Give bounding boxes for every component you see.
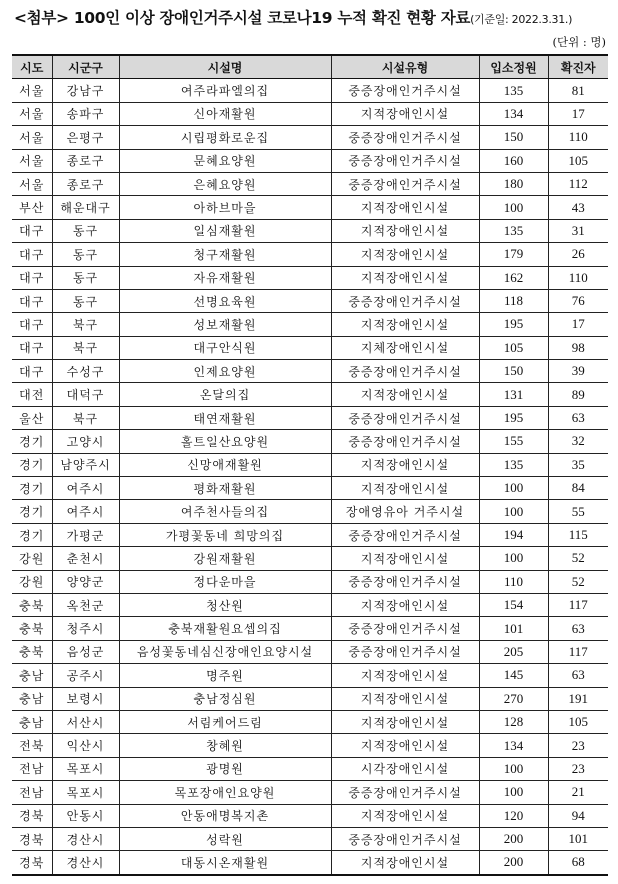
table-row [12, 196, 608, 219]
cell-capacity: 110 [479, 570, 548, 593]
table-row [12, 453, 608, 476]
cell-facility-name: 홀트일산요양원 [119, 430, 331, 453]
cell-facility-name: 평화재활원 [119, 477, 331, 500]
cell-district: 청주시 [52, 617, 119, 640]
cell-district: 은평구 [52, 126, 119, 149]
cell-capacity: 160 [479, 149, 548, 172]
cell-facility-name: 여주천사들의집 [119, 500, 331, 523]
cell-confirmed: 52 [548, 547, 608, 570]
cell-province: 대구 [12, 360, 52, 383]
cell-capacity: 120 [479, 804, 548, 827]
cell-facility-type: 중증장애인거주시설 [331, 289, 479, 312]
cell-facility-type: 시각장애인시설 [331, 757, 479, 780]
cell-capacity: 150 [479, 360, 548, 383]
cell-province: 경북 [12, 827, 52, 850]
cell-capacity: 145 [479, 664, 548, 687]
cell-confirmed: 43 [548, 196, 608, 219]
cell-confirmed: 105 [548, 149, 608, 172]
col-header-confirmed: 확진자 [548, 55, 608, 79]
cell-district: 여주시 [52, 500, 119, 523]
cell-district: 목포시 [52, 757, 119, 780]
cell-province: 충북 [12, 617, 52, 640]
cell-confirmed: 21 [548, 781, 608, 804]
cell-district: 송파구 [52, 102, 119, 125]
cell-province: 충남 [12, 664, 52, 687]
table-row [12, 710, 608, 733]
cell-district: 서산시 [52, 710, 119, 733]
cell-facility-type: 지적장애인시설 [331, 547, 479, 570]
cell-province: 경기 [12, 523, 52, 546]
cell-facility-name: 목포장애인요양원 [119, 781, 331, 804]
cell-province: 충남 [12, 710, 52, 733]
cell-confirmed: 23 [548, 757, 608, 780]
cell-capacity: 100 [479, 757, 548, 780]
cell-province: 서울 [12, 79, 52, 102]
cell-capacity: 194 [479, 523, 548, 546]
table-row [12, 266, 608, 289]
cell-province: 충북 [12, 640, 52, 663]
cell-province: 강원 [12, 570, 52, 593]
cell-confirmed: 31 [548, 219, 608, 242]
cell-capacity: 105 [479, 336, 548, 359]
cell-facility-type: 지적장애인시설 [331, 243, 479, 266]
cell-confirmed: 52 [548, 570, 608, 593]
cell-facility-type: 지적장애인시설 [331, 593, 479, 616]
cell-facility-name: 대동시온재활원 [119, 851, 331, 875]
cell-facility-type: 중증장애인거주시설 [331, 149, 479, 172]
cell-facility-type: 중증장애인거주시설 [331, 172, 479, 195]
cell-facility-name: 선명요육원 [119, 289, 331, 312]
cell-facility-name: 일심재활원 [119, 219, 331, 242]
cell-facility-name: 충북재활원요셉의집 [119, 617, 331, 640]
table-row [12, 219, 608, 242]
table-row [12, 781, 608, 804]
cell-facility-type: 중증장애인거주시설 [331, 827, 479, 850]
table-row [12, 500, 608, 523]
cell-capacity: 131 [479, 383, 548, 406]
cell-facility-name: 가평꽃동네 희망의집 [119, 523, 331, 546]
table-row [12, 126, 608, 149]
col-header-district: 시군구 [52, 55, 119, 79]
table-row [12, 313, 608, 336]
cell-facility-name: 청구재활원 [119, 243, 331, 266]
table-header-row [12, 55, 608, 79]
cell-province: 서울 [12, 172, 52, 195]
cell-province: 전남 [12, 781, 52, 804]
col-header-facility-type: 시설유형 [331, 55, 479, 79]
cell-facility-name: 서림케어드림 [119, 710, 331, 733]
table-row [12, 383, 608, 406]
cell-district: 경산시 [52, 851, 119, 875]
cell-district: 양양군 [52, 570, 119, 593]
reference-date: (기준일: 2022.3.31.) [470, 13, 573, 26]
cell-province: 경기 [12, 477, 52, 500]
col-header-capacity: 입소정원 [479, 55, 548, 79]
cell-capacity: 179 [479, 243, 548, 266]
cell-facility-type: 중증장애인거주시설 [331, 406, 479, 429]
cell-facility-type: 지적장애인시설 [331, 383, 479, 406]
cell-capacity: 100 [479, 196, 548, 219]
cell-capacity: 100 [479, 500, 548, 523]
cell-confirmed: 63 [548, 406, 608, 429]
cell-facility-name: 온달의집 [119, 383, 331, 406]
cell-capacity: 200 [479, 851, 548, 875]
cell-province: 대전 [12, 383, 52, 406]
cell-confirmed: 94 [548, 804, 608, 827]
cell-district: 공주시 [52, 664, 119, 687]
cell-facility-name: 문혜요양원 [119, 149, 331, 172]
cell-facility-type: 중증장애인거주시설 [331, 570, 479, 593]
table-row [12, 593, 608, 616]
cell-capacity: 205 [479, 640, 548, 663]
cell-facility-name: 정다운마을 [119, 570, 331, 593]
cell-confirmed: 68 [548, 851, 608, 875]
cell-province: 울산 [12, 406, 52, 429]
cell-facility-type: 지적장애인시설 [331, 266, 479, 289]
cell-facility-type: 중증장애인거주시설 [331, 126, 479, 149]
cell-confirmed: 191 [548, 687, 608, 710]
cell-confirmed: 117 [548, 593, 608, 616]
cell-province: 서울 [12, 126, 52, 149]
cell-capacity: 100 [479, 477, 548, 500]
cell-confirmed: 81 [548, 79, 608, 102]
cell-province: 충북 [12, 593, 52, 616]
cell-facility-name: 태연재활원 [119, 406, 331, 429]
cell-capacity: 118 [479, 289, 548, 312]
cell-confirmed: 110 [548, 126, 608, 149]
cell-facility-type: 지적장애인시설 [331, 687, 479, 710]
cell-facility-name: 아하브마을 [119, 196, 331, 219]
cell-confirmed: 110 [548, 266, 608, 289]
cell-facility-type: 중증장애인거주시설 [331, 523, 479, 546]
cell-capacity: 195 [479, 406, 548, 429]
cell-capacity: 180 [479, 172, 548, 195]
cell-facility-type: 지적장애인시설 [331, 219, 479, 242]
cell-facility-name: 강원재활원 [119, 547, 331, 570]
cell-capacity: 100 [479, 781, 548, 804]
cell-district: 목포시 [52, 781, 119, 804]
cell-confirmed: 55 [548, 500, 608, 523]
cell-facility-type: 중증장애인거주시설 [331, 360, 479, 383]
cell-facility-type: 지적장애인시설 [331, 664, 479, 687]
cell-province: 대구 [12, 219, 52, 242]
cell-capacity: 200 [479, 827, 548, 850]
cell-province: 전북 [12, 734, 52, 757]
cell-district: 동구 [52, 289, 119, 312]
table-row [12, 757, 608, 780]
table-row [12, 734, 608, 757]
cell-confirmed: 112 [548, 172, 608, 195]
cell-facility-name: 안동애명복지촌 [119, 804, 331, 827]
cell-capacity: 155 [479, 430, 548, 453]
cell-district: 가평군 [52, 523, 119, 546]
cell-district: 종로구 [52, 172, 119, 195]
cell-facility-type: 중증장애인거주시설 [331, 640, 479, 663]
cell-district: 고양시 [52, 430, 119, 453]
cell-facility-type: 지적장애인시설 [331, 851, 479, 875]
cell-facility-name: 성락원 [119, 827, 331, 850]
cell-facility-type: 지적장애인시설 [331, 734, 479, 757]
cell-facility-name: 충남정심원 [119, 687, 331, 710]
cell-province: 전남 [12, 757, 52, 780]
cell-district: 대덕구 [52, 383, 119, 406]
cell-facility-type: 장애영유아 거주시설 [331, 500, 479, 523]
table-row [12, 430, 608, 453]
cell-confirmed: 17 [548, 313, 608, 336]
cell-province: 강원 [12, 547, 52, 570]
cell-capacity: 128 [479, 710, 548, 733]
cell-facility-type: 지적장애인시설 [331, 453, 479, 476]
cell-confirmed: 39 [548, 360, 608, 383]
cell-district: 동구 [52, 266, 119, 289]
cell-facility-type: 중증장애인거주시설 [331, 79, 479, 102]
cell-capacity: 100 [479, 547, 548, 570]
cell-confirmed: 101 [548, 827, 608, 850]
cell-facility-type: 중증장애인거주시설 [331, 430, 479, 453]
cell-district: 북구 [52, 313, 119, 336]
cell-confirmed: 105 [548, 710, 608, 733]
cell-capacity: 134 [479, 734, 548, 757]
cell-district: 수성구 [52, 360, 119, 383]
cell-capacity: 270 [479, 687, 548, 710]
cell-confirmed: 32 [548, 430, 608, 453]
cell-district: 춘천시 [52, 547, 119, 570]
cell-facility-name: 시립평화로운집 [119, 126, 331, 149]
cell-facility-name: 명주원 [119, 664, 331, 687]
cell-district: 종로구 [52, 149, 119, 172]
table-row [12, 851, 608, 875]
cell-district: 경산시 [52, 827, 119, 850]
cell-capacity: 134 [479, 102, 548, 125]
table-row [12, 360, 608, 383]
table-row [12, 477, 608, 500]
table-row [12, 827, 608, 850]
cell-confirmed: 26 [548, 243, 608, 266]
cell-facility-name: 자유재활원 [119, 266, 331, 289]
cell-confirmed: 63 [548, 617, 608, 640]
cell-district: 보령시 [52, 687, 119, 710]
cell-province: 경북 [12, 804, 52, 827]
table-row [12, 664, 608, 687]
cell-confirmed: 89 [548, 383, 608, 406]
cell-province: 서울 [12, 102, 52, 125]
cell-district: 북구 [52, 336, 119, 359]
document-title [14, 6, 572, 28]
cell-facility-name: 여주라파엘의집 [119, 79, 331, 102]
cell-district: 안동시 [52, 804, 119, 827]
cell-district: 강남구 [52, 79, 119, 102]
cell-facility-name: 음성꽃동네심신장애인요양시설 [119, 640, 331, 663]
cell-province: 부산 [12, 196, 52, 219]
table-row [12, 149, 608, 172]
table-row [12, 243, 608, 266]
col-header-province: 시도 [12, 55, 52, 79]
cell-district: 북구 [52, 406, 119, 429]
cell-facility-type: 지적장애인시설 [331, 313, 479, 336]
cell-confirmed: 17 [548, 102, 608, 125]
cell-facility-type: 중증장애인거주시설 [331, 617, 479, 640]
table-row [12, 617, 608, 640]
cell-confirmed: 76 [548, 289, 608, 312]
cell-facility-type: 지적장애인시설 [331, 477, 479, 500]
table-row [12, 570, 608, 593]
table-row [12, 102, 608, 125]
cell-confirmed: 63 [548, 664, 608, 687]
cell-district: 여주시 [52, 477, 119, 500]
table-row [12, 172, 608, 195]
cell-district: 동구 [52, 219, 119, 242]
cell-confirmed: 115 [548, 523, 608, 546]
cell-district: 익산시 [52, 734, 119, 757]
cell-capacity: 154 [479, 593, 548, 616]
cell-facility-type: 지적장애인시설 [331, 710, 479, 733]
cell-province: 경기 [12, 500, 52, 523]
cell-province: 대구 [12, 243, 52, 266]
cell-facility-name: 청산원 [119, 593, 331, 616]
cell-facility-name: 신아재활원 [119, 102, 331, 125]
facility-table [12, 54, 608, 876]
table-row [12, 547, 608, 570]
cell-province: 경북 [12, 851, 52, 875]
cell-confirmed: 35 [548, 453, 608, 476]
cell-facility-type: 중증장애인거주시설 [331, 781, 479, 804]
cell-province: 충남 [12, 687, 52, 710]
cell-province: 대구 [12, 336, 52, 359]
table-row [12, 804, 608, 827]
cell-facility-name: 인제요양원 [119, 360, 331, 383]
cell-district: 남양주시 [52, 453, 119, 476]
table-row [12, 687, 608, 710]
table-row [12, 406, 608, 429]
cell-capacity: 195 [479, 313, 548, 336]
cell-facility-name: 신망애재활원 [119, 453, 331, 476]
cell-facility-type: 지적장애인시설 [331, 102, 479, 125]
cell-facility-type: 지적장애인시설 [331, 196, 479, 219]
cell-facility-name: 광명원 [119, 757, 331, 780]
cell-province: 대구 [12, 289, 52, 312]
table-row [12, 289, 608, 312]
cell-facility-name: 성보재활원 [119, 313, 331, 336]
cell-capacity: 162 [479, 266, 548, 289]
cell-facility-type: 지적장애인시설 [331, 804, 479, 827]
cell-province: 경기 [12, 430, 52, 453]
table-row [12, 336, 608, 359]
cell-capacity: 135 [479, 79, 548, 102]
col-header-facility-name: 시설명 [119, 55, 331, 79]
cell-district: 해운대구 [52, 196, 119, 219]
cell-capacity: 135 [479, 219, 548, 242]
cell-capacity: 135 [479, 453, 548, 476]
cell-capacity: 150 [479, 126, 548, 149]
cell-province: 서울 [12, 149, 52, 172]
cell-district: 옥천군 [52, 593, 119, 616]
cell-confirmed: 117 [548, 640, 608, 663]
cell-province: 대구 [12, 266, 52, 289]
cell-facility-name: 대구안식원 [119, 336, 331, 359]
cell-district: 음성군 [52, 640, 119, 663]
title-text: <첨부> 100인 이상 장애인거주시설 코로나19 누적 확진 현황 자료 [14, 9, 471, 27]
cell-confirmed: 98 [548, 336, 608, 359]
cell-capacity: 101 [479, 617, 548, 640]
cell-district: 동구 [52, 243, 119, 266]
cell-facility-name: 은혜요양원 [119, 172, 331, 195]
table-row [12, 523, 608, 546]
table-row [12, 79, 608, 102]
unit-label: (단위 : 명) [552, 35, 606, 49]
cell-facility-type: 지체장애인시설 [331, 336, 479, 359]
cell-confirmed: 84 [548, 477, 608, 500]
cell-province: 경기 [12, 453, 52, 476]
cell-province: 대구 [12, 313, 52, 336]
table-row [12, 640, 608, 663]
cell-confirmed: 23 [548, 734, 608, 757]
cell-facility-name: 창혜원 [119, 734, 331, 757]
